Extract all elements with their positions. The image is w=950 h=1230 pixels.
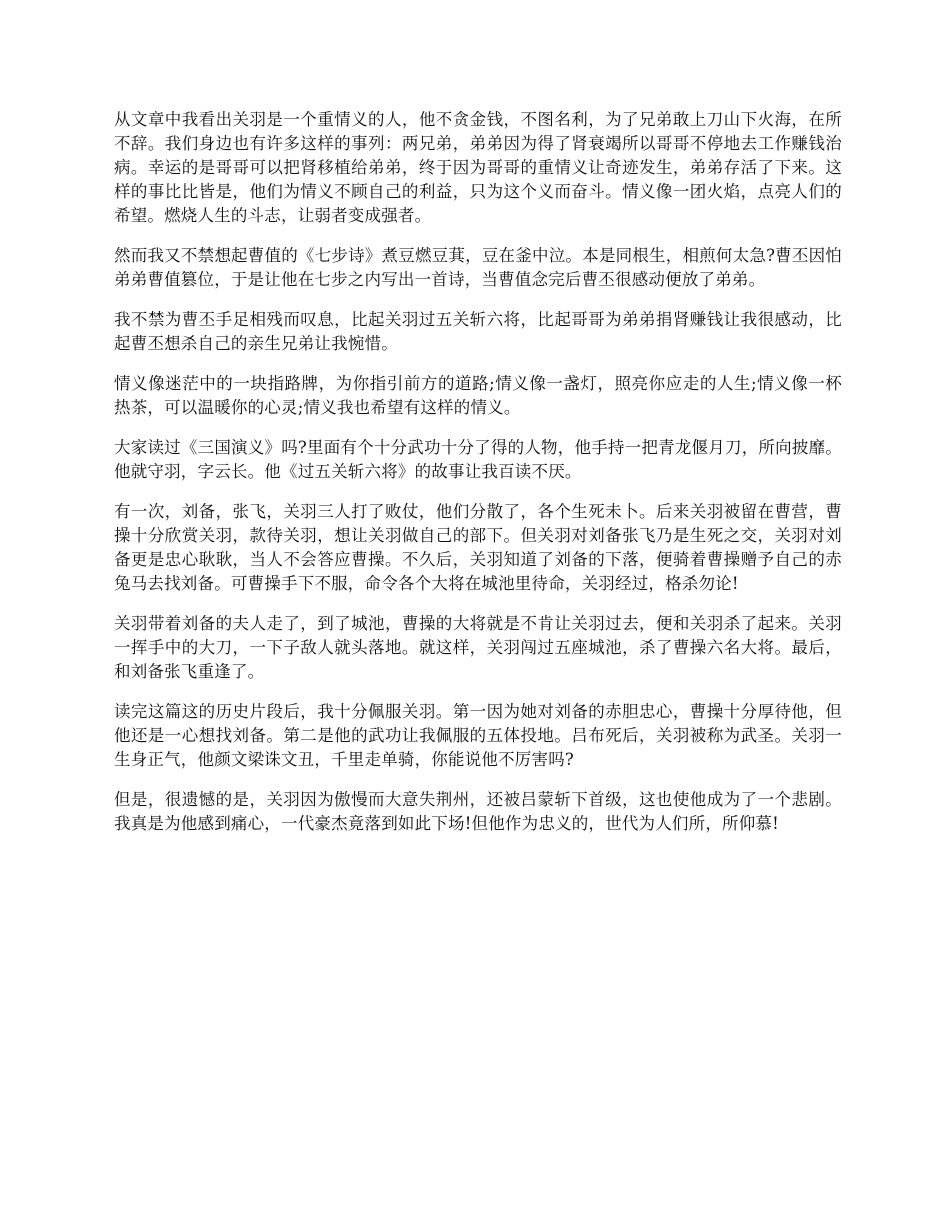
document-body (114, 108, 842, 852)
paragraph-6: 有一次，刘备，张飞，关羽三人打了败仗，他们分散了，各个生死未卜。后来关羽被留在曹营，曹操十分欣赏关羽，款待关羽，想让关羽做自己的部下。但关羽对刘备张飞乃是生死之交，关羽对刘备更是忠心耿耿，当人不会答应曹操。不久后，关羽知道了刘备的下落，便骑着曹操赠予自己的赤兔马去找刘备。可曹操手下不服，命令各个大将在城池里待命，关羽经过，格杀勿论! (114, 502, 842, 593)
paragraph-2: 然而我又不禁想起曹值的《七步诗》煮豆燃豆萁，豆在釜中泣。本是同根生，相煎何太急?曹丕因怕弟弟曹值篡位，于是让他在七步之内写出一首诗，当曹值念完后曹丕很感动便放了弟弟。 (114, 246, 842, 289)
paragraph-5: 大家读过《三国演义》吗?里面有个十分武功十分了得的人物，他手持一把青龙偃月刀，所向披靡。他就守羽，字云长。他《过五关斩六将》的故事让我百读不厌。 (114, 438, 842, 481)
paragraph-7: 关羽带着刘备的夫人走了，到了城池，曹操的大将就是不肯让关羽过去，便和关羽杀了起来。关羽一挥手中的大刀，一下子敌人就头落地。就这样，关羽闯过五座城池，杀了曹操六名大将。最后，和刘备张飞重逢了。 (114, 614, 842, 681)
paragraph-8: 读完这篇这的历史片段后，我十分佩服关羽。第一因为她对刘备的赤胆忠心，曹操十分厚待他，但他还是一心想找刘备。第二是他的武功让我佩服的五体投地。吕布死后，关羽被称为武圣。关羽一生身正气，他颜文梁诛文丑，千里走单骑，你能说他不厉害吗? (114, 702, 842, 769)
paragraph-3: 我不禁为曹丕手足相残而叹息，比起关羽过五关斩六将，比起哥哥为弟弟捐肾赚钱让我很感动，比起曹丕想杀自己的亲生兄弟让我惋惜。 (114, 310, 842, 353)
paragraph-9: 但是，很遗憾的是，关羽因为傲慢而大意失荆州，还被吕蒙斩下首级，这也使他成为了一个悲剧。我真是为他感到痛心，一代豪杰竟落到如此下场!但他作为忠义的，世代为人们所，所仰慕! (114, 790, 842, 833)
paragraph-1: 从文章中我看出关羽是一个重情义的人，他不贪金钱，不图名利，为了兄弟敢上刀山下火海，在所不辞。我们身边也有许多这样的事列：两兄弟，弟弟因为得了肾衰竭所以哥哥不停地去工作赚钱治病。幸运的是哥哥可以把肾移植给弟弟，终于因为哥哥的重情义让奇迹发生，弟弟存活了下来。这样的事比比皆是，他们为情义不顾自己的利益，只为这个义而奋斗。情义像一团火焰，点亮人们的希望。燃烧人生的斗志，让弱者变成强者。 (114, 110, 842, 225)
paragraph-4: 情义像迷茫中的一块指路牌，为你指引前方的道路;情义像一盏灯，照亮你应走的人生;情义像一杯热茶，可以温暖你的心灵;情义我也希望有这样的情义。 (114, 374, 842, 417)
